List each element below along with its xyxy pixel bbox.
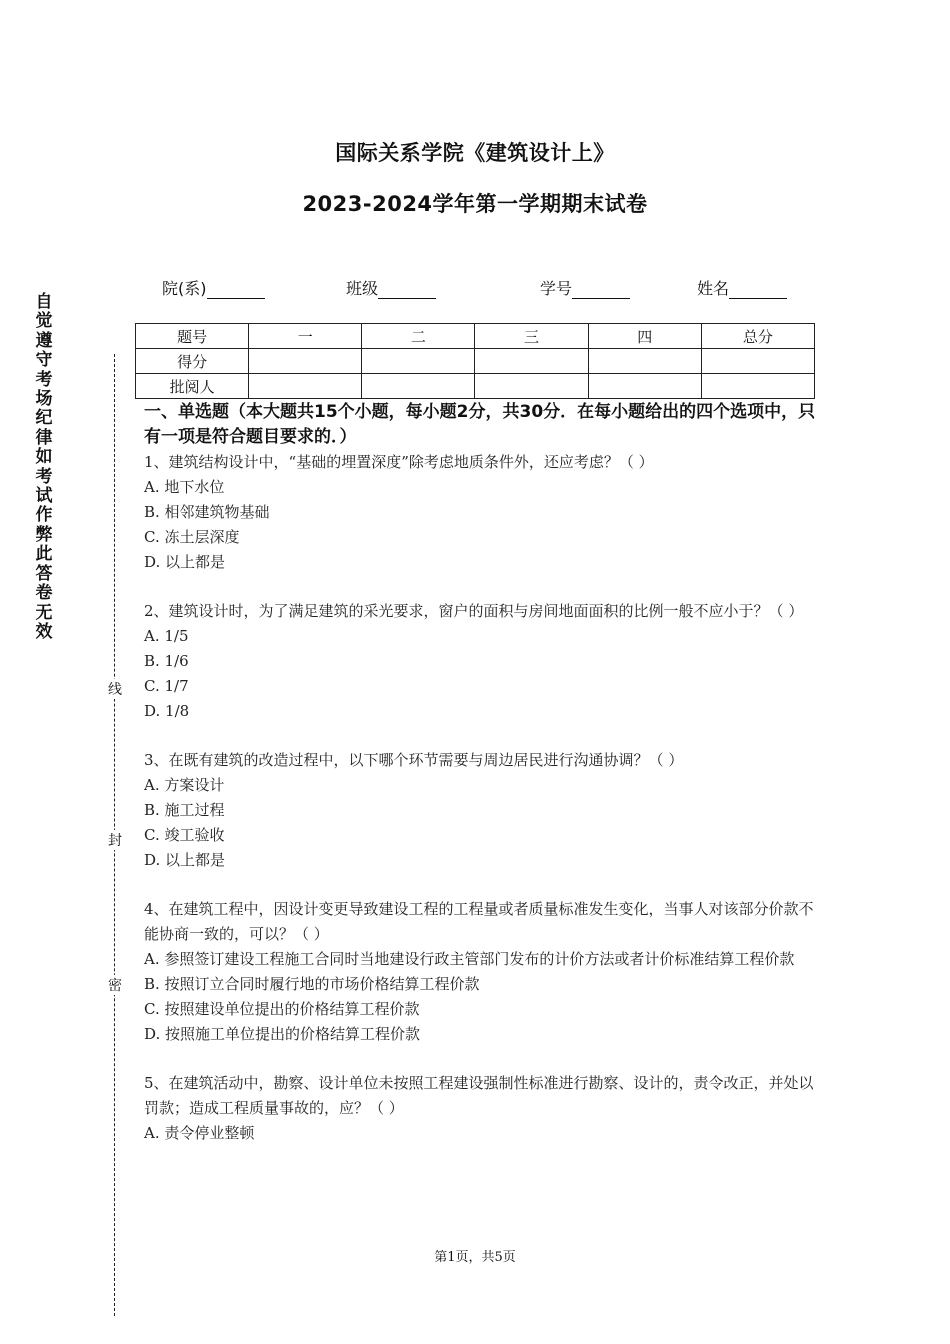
page-footer: 第1页，共5页	[434, 1250, 516, 1265]
question-option[interactable]: D. 按照施工单位提出的价格结算工程价款	[144, 1025, 421, 1043]
info-name-blank[interactable]	[729, 280, 787, 299]
score-row-label: 得分	[136, 349, 249, 374]
grader-row	[136, 374, 815, 399]
info-department	[162, 276, 265, 299]
binding-mark-secret: 密	[106, 975, 124, 995]
question-option[interactable]: B. 按照订立合同时履行地的市场价格结算工程价款	[144, 975, 480, 993]
score-header-cell: 总分	[701, 324, 814, 349]
question-option[interactable]: D. 以上都是	[144, 851, 226, 869]
info-class-label: 班级	[346, 279, 379, 298]
score-cell[interactable]	[475, 349, 588, 374]
exam-title-line1: 国际关系学院《建筑设计上》	[335, 141, 615, 165]
info-name	[697, 276, 787, 299]
score-cell[interactable]	[249, 349, 362, 374]
grader-cell[interactable]	[362, 374, 475, 399]
question-stem: 1、建筑结构设计中，“基础的埋置深度”除考虑地质条件外，还应考虑？（ ）	[144, 453, 654, 471]
grader-row-label: 批阅人	[136, 374, 249, 399]
info-student-id-blank[interactable]	[572, 280, 630, 299]
binding-mark-line: 线	[106, 679, 124, 699]
score-table	[135, 323, 815, 399]
score-header-cell: 一	[249, 324, 362, 349]
exam-title-line2: 2023-2024学年第一学期期末试卷	[302, 192, 648, 216]
question-3	[144, 748, 820, 873]
score-header-cell: 三	[475, 324, 588, 349]
question-option[interactable]: C. 冻土层深度	[144, 528, 240, 546]
info-class-blank[interactable]	[378, 280, 436, 299]
question-stem: 4、在建筑工程中，因设计变更导致建设工程的工程量或者质量标准发生变化，当事人对该部分价款不能协商一致的，可以？（ ）	[144, 900, 814, 943]
question-option[interactable]: A. 方案设计	[144, 776, 225, 794]
score-table-header	[136, 324, 815, 349]
question-stem: 3、在既有建筑的改造过程中，以下哪个环节需要与周边居民进行沟通协调？（ ）	[144, 751, 684, 769]
grader-cell[interactable]	[475, 374, 588, 399]
question-4	[144, 897, 820, 1047]
question-option[interactable]: B. 施工过程	[144, 801, 225, 819]
question-option[interactable]: B. 1/6	[144, 652, 189, 670]
info-name-label: 姓名	[697, 279, 730, 298]
question-option[interactable]: A. 1/5	[144, 627, 189, 645]
grader-cell[interactable]	[588, 374, 701, 399]
question-2	[144, 599, 820, 724]
section-title: 一、单选题（本大题共15个小题，每小题2分，共30分．在每小题给出的四个选项中，只有一项是符合题目要求的．）	[144, 402, 816, 447]
question-area	[144, 400, 820, 1146]
info-student-id-label: 学号	[540, 279, 573, 298]
info-student-id	[540, 276, 630, 299]
score-header-cell: 题号	[136, 324, 249, 349]
question-option[interactable]: D. 以上都是	[144, 553, 226, 571]
question-option[interactable]: A. 地下水位	[144, 478, 225, 496]
score-header-cell: 四	[588, 324, 701, 349]
question-option[interactable]: C. 1/7	[144, 677, 189, 695]
question-stem: 5、在建筑活动中，勘察、设计单位未按照工程建设强制性标准进行勘察、设计的，责令改正，并处以罚款；造成工程质量事故的，应？（ ）	[144, 1074, 814, 1117]
score-header-cell: 二	[362, 324, 475, 349]
question-option[interactable]: A. 责令停业整顿	[144, 1124, 255, 1142]
info-department-label: 院(系)	[162, 279, 207, 298]
exam-discipline-notice: 自觉遵守考场纪律如考试作弊此答卷无效	[35, 292, 53, 642]
question-option[interactable]: C. 按照建设单位提出的价格结算工程价款	[144, 1000, 420, 1018]
question-option[interactable]: B. 相邻建筑物基础	[144, 503, 270, 521]
score-cell[interactable]	[701, 349, 814, 374]
info-department-blank[interactable]	[207, 280, 265, 299]
question-option[interactable]: C. 竣工验收	[144, 826, 225, 844]
score-cell[interactable]	[588, 349, 701, 374]
question-option[interactable]: A. 参照签订建设工程施工合同时当地建设行政主管部门发布的计价方法或者计价标准结算工程价款	[144, 950, 795, 968]
question-option[interactable]: D. 1/8	[144, 702, 190, 720]
info-class	[346, 276, 436, 299]
score-cell[interactable]	[362, 349, 475, 374]
binding-mark-seal: 封	[106, 830, 124, 850]
grader-cell[interactable]	[701, 374, 814, 399]
score-row	[136, 349, 815, 374]
grader-cell[interactable]	[249, 374, 362, 399]
question-stem: 2、建筑设计时，为了满足建筑的采光要求，窗户的面积与房间地面面积的比例一般不应小于？（ ）	[144, 602, 804, 620]
question-5	[144, 1071, 820, 1146]
question-1	[144, 450, 820, 575]
